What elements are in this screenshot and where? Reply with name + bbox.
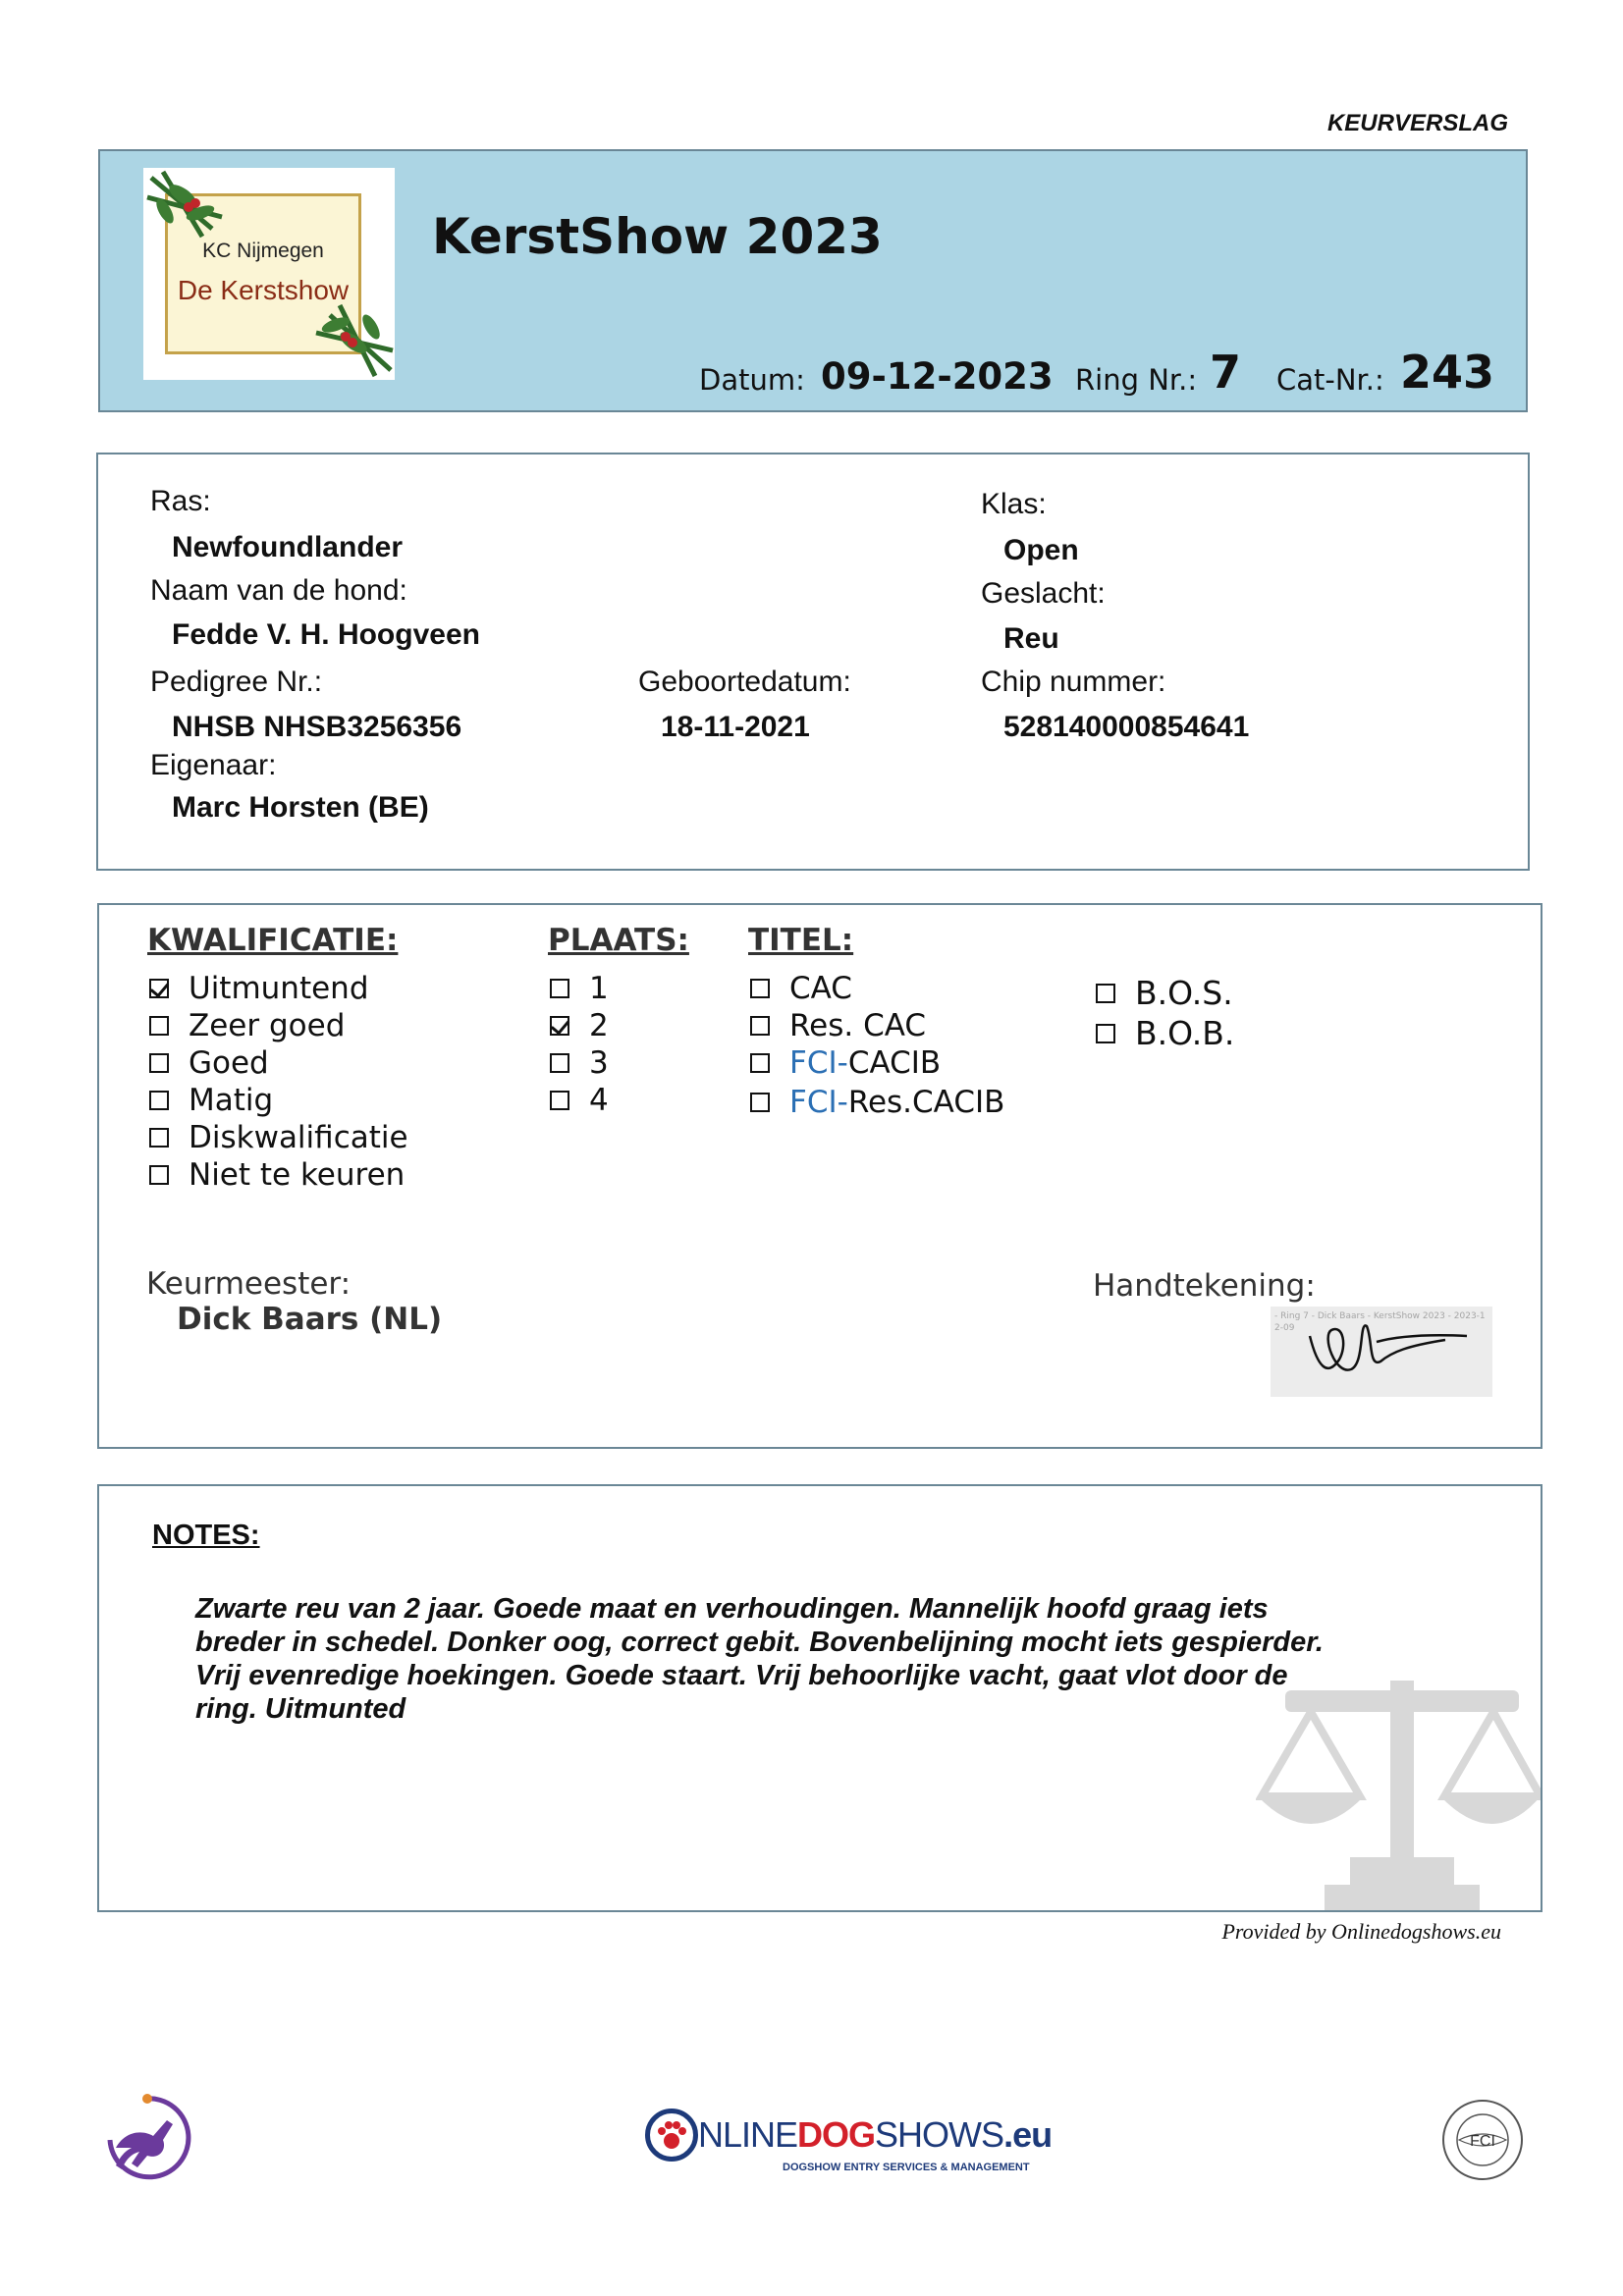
checkbox[interactable] <box>750 1093 770 1112</box>
provided-by-text: Provided by Onlinedogshows.eu <box>1221 1919 1501 1944</box>
checkbox[interactable] <box>149 1016 169 1036</box>
titel-fci-res-cacib[interactable]: FCI- Res.CACIB <box>750 1084 1004 1121</box>
kwalificatie-uitmuntend[interactable]: Uitmuntend <box>149 970 408 1007</box>
kwalificatie-heading: KWALIFICATIE: <box>147 923 399 958</box>
plaats-1[interactable]: 1 <box>550 970 609 1007</box>
geslacht-label: Geslacht: <box>981 577 1106 610</box>
kwalificatie-matig[interactable]: Matig <box>149 1082 408 1119</box>
plaats-2[interactable]: 2 <box>550 1007 609 1044</box>
signature-scribble-icon <box>1271 1307 1492 1397</box>
chip-value: 528140000854641 <box>1003 711 1250 743</box>
checkbox[interactable] <box>1096 984 1115 1003</box>
chip-label: Chip nummer: <box>981 666 1166 698</box>
fci-prefix: FCI- <box>789 1085 848 1120</box>
titel-res-cac[interactable]: Res. CAC <box>750 1007 1004 1044</box>
fci-prefix: FCI- <box>789 1045 848 1081</box>
checkbox[interactable] <box>550 979 569 998</box>
show-title: KerstShow 2023 <box>432 208 883 265</box>
keurmeester-label: Keurmeester: <box>146 1266 352 1302</box>
notes-line: ring. Uitmunted <box>195 1693 406 1725</box>
holly-decoration-icon <box>143 168 395 380</box>
signature-image <box>1271 1307 1492 1397</box>
kwalificatie-options <box>149 970 408 1194</box>
notes-text <box>195 1592 1491 1726</box>
fci-seal-icon <box>1441 2099 1524 2181</box>
checkbox[interactable] <box>149 979 169 998</box>
titel-options <box>750 970 1004 1121</box>
paw-print-icon <box>650 2113 693 2157</box>
logo-club-name: KC Nijmegen <box>202 240 324 262</box>
naam-value: Fedde V. H. Hoogveen <box>172 618 480 651</box>
checkbox[interactable] <box>550 1091 569 1110</box>
geboortedatum-value: 18-11-2021 <box>661 711 810 743</box>
naam-label: Naam van de hond: <box>150 574 407 607</box>
award-bob[interactable]: B.O.B. <box>1096 1013 1234 1053</box>
document-type-label: KEURVERSLAG <box>1326 110 1508 136</box>
checkbox[interactable] <box>750 979 770 998</box>
brand-wordmark: NLINEDOGSHOWS.eu <box>698 2114 1053 2155</box>
datum-value: 09-12-2023 <box>821 355 1054 398</box>
kwalificatie-goed[interactable]: Goed <box>149 1044 408 1082</box>
award-options <box>1096 973 1234 1053</box>
geboortedatum-label: Geboortedatum: <box>638 666 851 698</box>
kwalificatie-zeer-goed[interactable]: Zeer goed <box>149 1007 408 1044</box>
checkbox[interactable] <box>750 1016 770 1036</box>
notes-line: Vrij evenredige hoekingen. Goede staart. Vrij behoorlijke vacht, gaat vlot door de <box>195 1660 1288 1691</box>
signature-watermark: - Ring 7 - Dick Baars - KerstShow 2023 - 2023-12-09 <box>1274 1311 1486 1333</box>
cat-label: Cat-Nr.: <box>1276 363 1384 397</box>
checkbox[interactable] <box>1096 1024 1115 1043</box>
plaats-heading: PLAATS: <box>548 923 689 958</box>
handtekening-label: Handtekening: <box>1093 1268 1316 1304</box>
checkbox[interactable] <box>750 1053 770 1073</box>
geslacht-value: Reu <box>1003 622 1059 655</box>
plaats-4[interactable]: 4 <box>550 1082 609 1119</box>
eigenaar-value: Marc Horsten (BE) <box>172 791 429 824</box>
award-bos[interactable]: B.O.S. <box>1096 973 1234 1013</box>
pedigree-label: Pedigree Nr.: <box>150 666 323 698</box>
notes-heading: NOTES: <box>152 1520 260 1551</box>
checkbox[interactable] <box>149 1128 169 1148</box>
klas-value: Open <box>1003 534 1079 566</box>
kwalificatie-diskwalificatie[interactable]: Diskwalificatie <box>149 1119 408 1156</box>
kwalificatie-niet-te-keuren[interactable]: Niet te keuren <box>149 1156 408 1194</box>
cat-value: 243 <box>1400 346 1495 399</box>
keurmeester-value: Dick Baars (NL) <box>177 1302 443 1337</box>
checkbox[interactable] <box>149 1091 169 1110</box>
ras-value: Newfoundlander <box>172 531 404 563</box>
checkbox[interactable] <box>149 1053 169 1073</box>
notes-line: Zwarte reu van 2 jaar. Goede maat en verhoudingen. Mannelijk hoofd graag iets <box>195 1593 1269 1625</box>
ras-label: Ras: <box>150 485 211 517</box>
titel-heading: TITEL: <box>748 923 854 958</box>
pedigree-value: NHSB NHSB3256356 <box>172 711 462 743</box>
checkbox[interactable] <box>149 1165 169 1185</box>
klas-label: Klas: <box>981 488 1047 520</box>
dog-agility-logo-icon <box>102 2091 196 2181</box>
plaats-3[interactable]: 3 <box>550 1044 609 1082</box>
brand-tagline: DOGSHOW ENTRY SERVICES & MANAGEMENT <box>783 2162 1030 2173</box>
titel-fci-cacib[interactable]: FCI- CACIB <box>750 1044 1004 1082</box>
paw-icon <box>645 2109 698 2162</box>
ring-label: Ring Nr.: <box>1075 363 1198 397</box>
datum-label: Datum: <box>699 363 805 397</box>
plaats-options <box>550 970 609 1119</box>
checkbox[interactable] <box>550 1053 569 1073</box>
ring-value: 7 <box>1210 346 1242 399</box>
checkbox[interactable] <box>550 1016 569 1036</box>
onlinedogshows-logo <box>645 2109 1053 2187</box>
club-logo <box>143 168 395 380</box>
notes-line: breder in schedel. Donker oog, correct gebit. Bovenbelijning mocht iets gespierder. <box>195 1627 1324 1658</box>
eigenaar-label: Eigenaar: <box>150 749 277 781</box>
fci-seal-text: FCI <box>1470 2133 1495 2150</box>
logo-show-name: De Kerstshow <box>177 275 350 305</box>
titel-cac[interactable]: CAC <box>750 970 1004 1007</box>
